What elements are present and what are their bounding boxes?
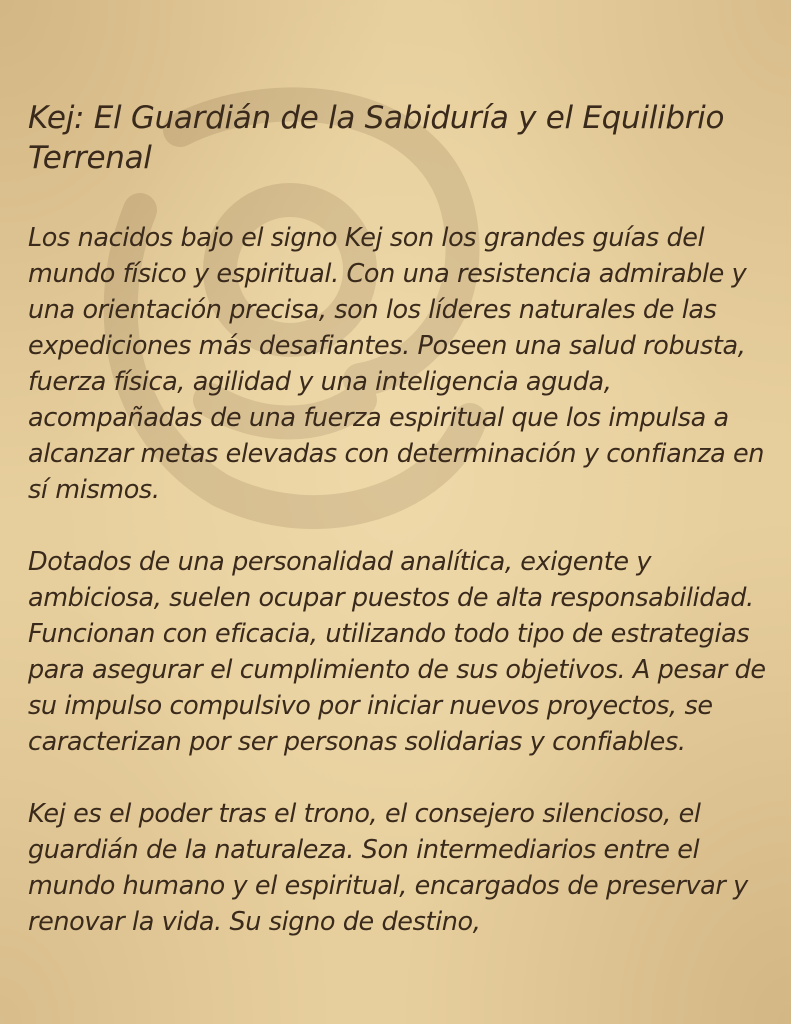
document-body bbox=[28, 98, 783, 940]
paragraph-3: Kej es el poder tras el trono, el consejero silencioso, el guardián de la naturaleza. Son intermediarios entre el mundo humano y el espiritual, encargados de preservar y renovar la vida. Su signo de destino, bbox=[28, 799, 748, 937]
paragraph-1: Los nacidos bajo el signo Kej son los grandes guías del mundo físico y espiritual. Con una resistencia admirable y una orientación precisa, son los líderes naturales de las expediciones más desafiantes. Poseen una salud robusta, fuerza física, agilidad y una inteligencia aguda, acompañadas de una fuerza espiritual que los impulsa a alcanzar metas elevadas con determinación y confianza en sí mismos. bbox=[28, 223, 765, 505]
paragraph-2: Dotados de una personalidad analítica, exigente y ambiciosa, suelen ocupar puestos de alta responsabilidad. Funcionan con eficacia, utilizando todo tipo de estrategias para asegurar el cumplimiento de sus objetivos. A pesar de su impulso compulsivo por iniciar nuevos proyectos, se caracterizan por ser personas solidarias y confiables. bbox=[28, 547, 766, 757]
document-title: Kej: El Guardián de la Sabiduría y el Equilibrio Terrenal bbox=[28, 100, 725, 176]
